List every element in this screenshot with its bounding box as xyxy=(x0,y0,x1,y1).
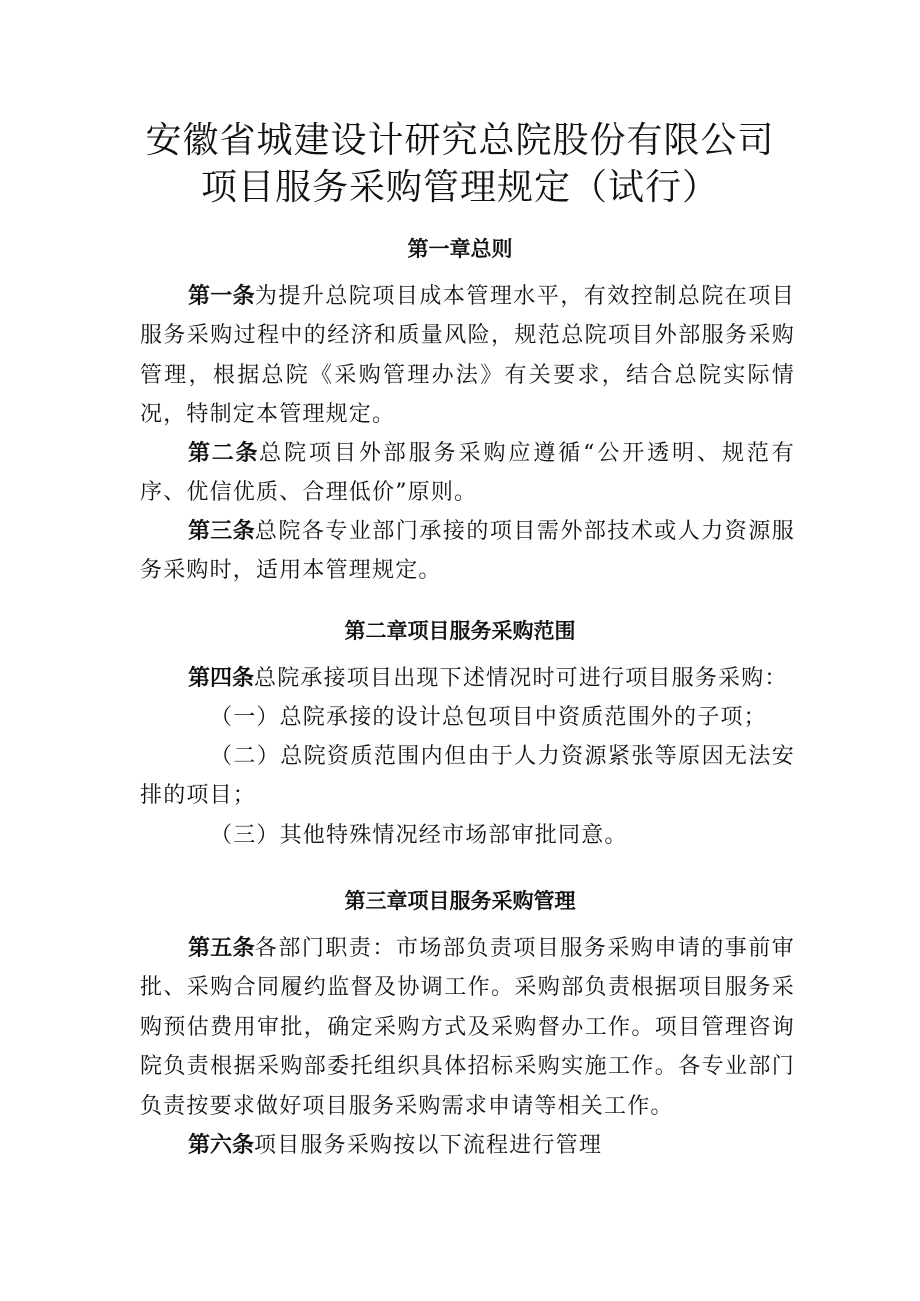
article-5-text: 各部门职责：市场部负责项目服务采购申请的事前审批、采购合同履约监督及协调工作。采购部负责根据项目服务采购预估费用审批，确定采购方式及采购督办工作。项目管理咨询院负责根据采购部委托组织具体招标采购实施工作。各专业部门负责按要求做好项目服务采购需求申请等相关工作。 xyxy=(140,936,795,1119)
article-2 xyxy=(140,434,795,513)
article-2-text: 总院项目外部服务采购应遵循“公开透明、规范有序、优信优质、合理低价”原则。 xyxy=(140,441,795,506)
chapter-2-heading: 第二章项目服务采购范围 xyxy=(344,619,576,643)
document-title-line-1: 安徽省城建设计研究总院股份有限公司 xyxy=(145,120,775,161)
article-5-lead: 第五条 xyxy=(188,936,255,961)
article-1-lead: 第一条 xyxy=(188,284,255,309)
article-2-lead: 第二条 xyxy=(188,441,260,466)
article-6-lead: 第六条 xyxy=(188,1133,255,1158)
article-1-text: 为提升总院项目成本管理水平，有效控制总院在项目服务采购过程中的经济和质量风险，规范总院项目外部服务采购管理，根据总院《采购管理办法》有关要求，结合总院实际情况，特制定本管理规定。 xyxy=(140,284,795,428)
article-4-lead: 第四条 xyxy=(188,666,255,691)
article-3-text: 总院各专业部门承接的项目需外部技术或人力资源服务采购时，适用本管理规定。 xyxy=(140,519,795,584)
list-item-3: （三）其他特殊情况经市场部审批同意。 xyxy=(210,823,628,848)
article-3 xyxy=(140,512,795,591)
article-6-text: 项目服务采购按以下流程进行管理 xyxy=(254,1133,603,1158)
article-1 xyxy=(140,277,795,435)
article-5 xyxy=(140,929,795,1126)
list-item-2: （二）总院资质范围内但由于人力资源紧张等原因无法安排的项目； xyxy=(140,744,795,809)
list-item-1: （一）总院承接的设计总包项目中资质范围外的子项； xyxy=(210,705,767,730)
article-6 xyxy=(140,1126,795,1165)
chapter-1-heading: 第一章总则 xyxy=(407,237,513,261)
article-3-lead: 第三条 xyxy=(188,519,255,544)
article-4 xyxy=(140,659,795,698)
document-title-line-2: 项目服务采购管理规定（试行） xyxy=(200,167,719,208)
article-4-text: 总院承接项目出现下述情况时可进行项目服务采购： xyxy=(254,666,788,691)
chapter-3-heading: 第三章项目服务采购管理 xyxy=(344,889,576,913)
